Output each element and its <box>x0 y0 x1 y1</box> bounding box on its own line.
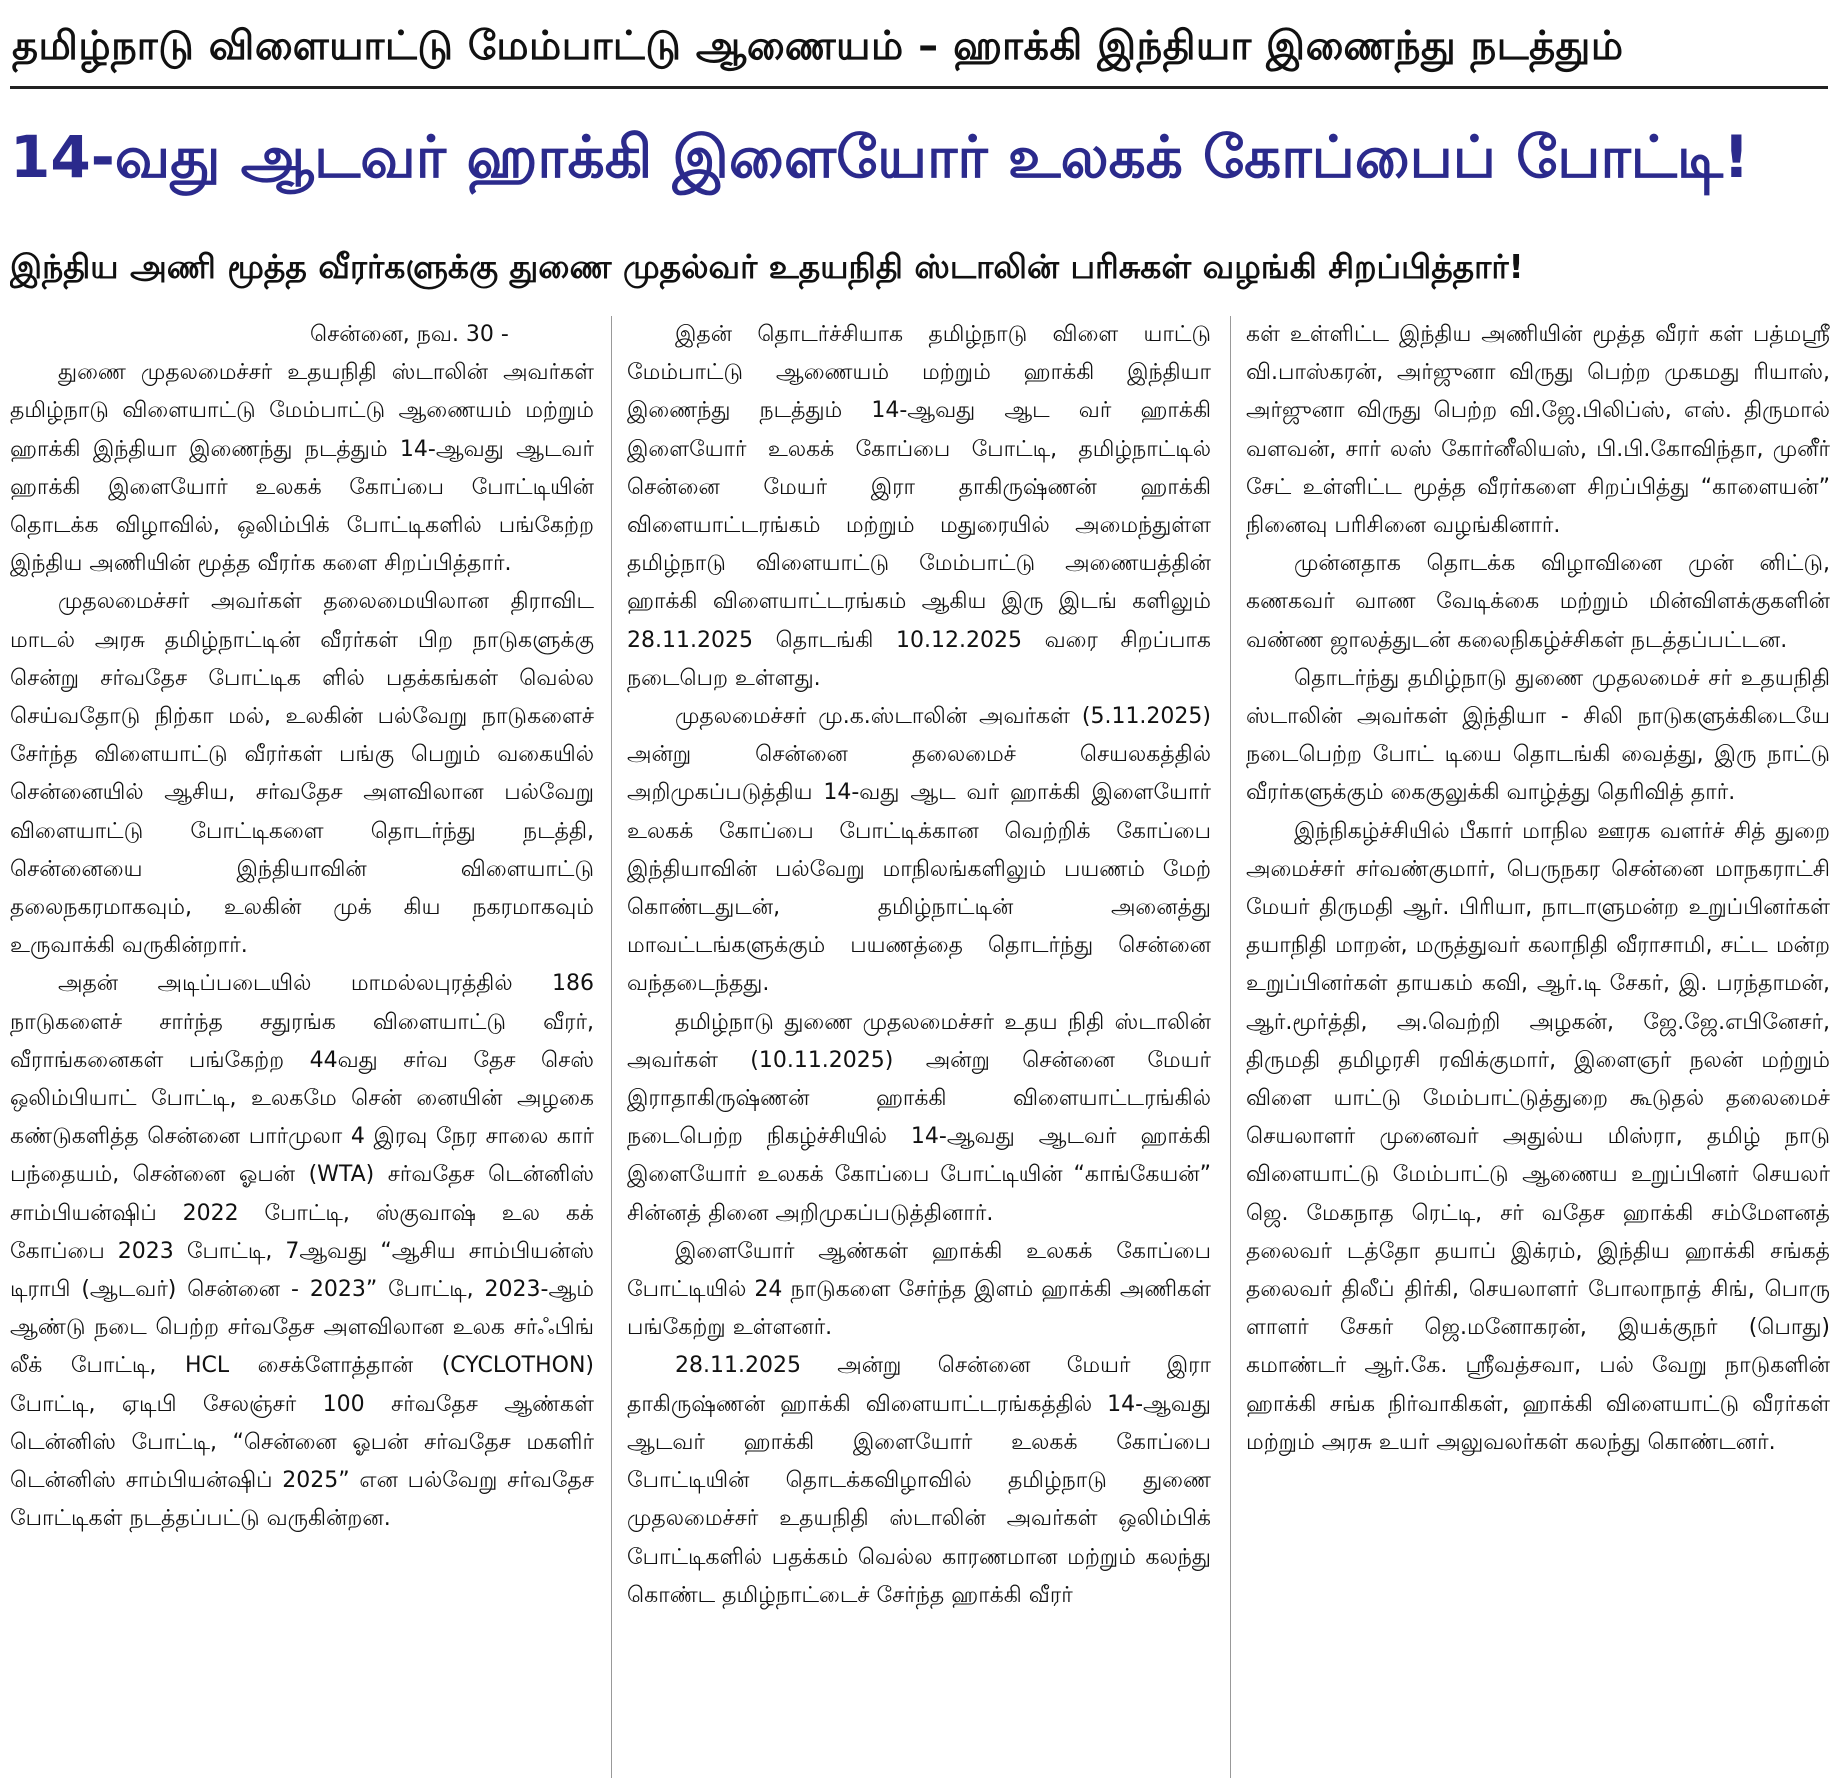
column-2 <box>627 316 1211 1778</box>
paragraph: தொடர்ந்து தமிழ்நாடு துணை முதலமைச் சர் உதயநிதி ஸ்டாலின் அவர்கள் இந்தியா - சிலி நாடுகளுக்கிடையே நடைபெற்ற போட் டியை தொடங்கி வைத்து, இரு நாட்டு வீரர்களுக்கும் கைகுலுக்கி வாழ்த்து தெரிவித் தார். <box>1246 665 1830 806</box>
column-divider <box>1230 316 1231 1778</box>
column-divider <box>611 316 612 1778</box>
paragraph: இந்நிகழ்ச்சியில் பீகார் மாநில ஊரக வளர்ச் சித் துறை அமைச்சர் சர்வண்குமார், பெருநகர சென்னை மாநகராட்சி மேயர் திருமதி ஆர். பிரியா, நாடாளுமன்ற உறுப்பினர்கள் தயாநிதி மாறன், மருத்துவர் கலாநிதி வீராசாமி, சட்ட மன்ற உறுப்பினர்கள் தாயகம் கவி, ஆர்.டி சேகர், இ. பரந்தாமன், ஆர்.மூர்த்தி, அ.வெற்றி அழகன், ஜே.ஜே.எபினேசர், திருமதி தமிழரசி ரவிக்குமார், இளைஞர் நலன் மற்றும் விளை யாட்டு மேம்பாட்டுத்துறை கூடுதல் தலைமைச் செயலாளர் முனைவர் அதுல்ய மிஸ்ரா, தமிழ் நாடு விளையாட்டு மேம்பாட்டு ஆணைய உறுப்பினர் செயலர் ஜெ. மேகநாத ரெட்டி, சர் வதேச ஹாக்கி சம்மேளனத் தலைவர் டத்தோ தயாப் இக்ரம், இந்திய ஹாக்கி சங்கத் தலைவர் திலீப் திர்கி, செயலாளர் போலாநாத் சிங், பொரு ளாளர் சேகர் ஜெ.மனோகரன், இயக்குநர் (பொது) கமாண்டர் ஆர்.கே. ஸ்ரீவத்சவா, பல் வேறு நாடுகளின் ஹாக்கி சங்க நிர்வாகிகள், ஹாக்கி விளையாட்டு வீரர்கள் மற்றும் அரசு உயர் அலுவலர்கள் கலந்து கொண்டனர். <box>1246 818 1830 1455</box>
headline: 14-வது ஆடவர் ஹாக்கி இளையோர் உலகக் கோப்பைப் போட்டி! <box>10 123 1750 191</box>
paragraph: துணை முதலமைச்சர் உதயநிதி ஸ்டாலின் அவர்கள் தமிழ்நாடு விளையாட்டு மேம்பாட்டு ஆணையம் மற்றும் ஹாக்கி இந்தியா இணைந்து நடத்தும் 14-ஆவது ஆடவர் ஹாக்கி இளையோர் உலகக் கோப்பை போட்டியின் தொடக்க விழாவில், ஒலிம்பிக் போட்டிகளில் பங்கேற்ற இந்திய அணியின் மூத்த வீரர்க களை சிறப்பித்தார். <box>10 360 594 577</box>
kicker-line: தமிழ்நாடு விளையாட்டு மேம்பாட்டு ஆணையம் – ஹாக்கி இந்தியா இணைந்து நடத்தும் <box>12 23 1624 69</box>
paragraph: 28.11.2025 அன்று சென்னை மேயர் இரா தாகிருஷ்ணன் ஹாக்கி விளையாட்டரங்கத்தில் 14-ஆவது ஆடவர் ஹாக்கி இளையோர் உலகக் கோப்பை போட்டியின் தொடக்கவிழாவில் தமிழ்நாடு துணை முதலமைச்சர் உதயநிதி ஸ்டாலின் அவர்கள் ஒலிம்பிக் போட்டிகளில் பதக்கம் வெல்ல காரணமான மற்றும் கலந்து கொண்ட தமிழ்நாட்டைச் சேர்ந்த ஹாக்கி வீரர் <box>627 1353 1211 1608</box>
paragraph: இதன் தொடர்ச்சியாக தமிழ்நாடு விளை யாட்டு மேம்பாட்டு ஆணையம் மற்றும் ஹாக்கி இந்தியா இணைந்து நடத்தும் 14-ஆவது ஆட வர் ஹாக்கி இளையோர் உலகக் கோப்பை போட்டி, தமிழ்நாட்டில் சென்னை மேயர் இரா தாகிருஷ்ணன் ஹாக்கி விளையாட்டரங்கம் மற்றும் மதுரையில் அமைந்துள்ள தமிழ்நாடு விளையாட்டு மேம்பாட்டு அணையத்தின் ஹாக்கி விளையாட்டரங்கம் ஆகிய இரு இடங் களிலும் 28.11.2025 தொடங்கி 10.12.2025 வரை சிறப்பாக நடைபெற உள்ளது. <box>627 322 1211 691</box>
header-rule <box>10 86 1828 89</box>
paragraph: அதன் அடிப்படையில் மாமல்லபுரத்தில் 186 நாடுகளைச் சார்ந்த சதுரங்க விளையாட்டு வீரர், வீராங்கனைகள் பங்கேற்ற 44வது சர்வ தேச செஸ் ஒலிம்பியாட் போட்டி, உலகமே சென் னையின் அழகை கண்டுகளித்த சென்னை பார்முலா 4 இரவு நேர சாலை கார் பந்தையம், சென்னை ஓபன் (WTA) சர்வதேச டென்னிஸ் சாம்பியன்ஷிப் 2022 போட்டி, ஸ்குவாஷ் உல கக் கோப்பை 2023 போட்டி, 7ஆவது “ஆசிய சாம்பியன்ஸ் டிராபி (ஆடவர்) சென்னை - 2023” போட்டி, 2023-ஆம் ஆண்டு நடை பெற்ற சர்வதேச அளவிலான உலக சர்ஃபிங் லீக் போட்டி, HCL சைக்ளோத்தான் (CYCLOTHON) போட்டி, ஏடிபி சேலஞ்சர் 100 சர்வதேச ஆண்கள் டென்னிஸ் போட்டி, “சென்னை ஓபன் சர்வதேச மகளிர் டென்னிஸ் சாம்பியன்ஷிப் 2025” என பல்வேறு சர்வதேச போட்டிகள் நடத்தப்பட்டு வருகின்றன. <box>10 971 594 1532</box>
column-1 <box>10 316 594 1778</box>
article-body <box>10 316 1828 1778</box>
column-3 <box>1246 316 1830 1778</box>
paragraph: இளையோர் ஆண்கள் ஹாக்கி உலகக் கோப்பை போட்டியில் 24 நாடுகளை சேர்ந்த இளம் ஹாக்கி அணிகள் பங்கேற்று உள்ளனர். <box>627 1238 1211 1341</box>
paragraph: தமிழ்நாடு துணை முதலமைச்சர் உதய நிதி ஸ்டாலின் அவர்கள் (10.11.2025) அன்று சென்னை மேயர் இராதாகிருஷ்ணன் ஹாக்கி விளையாட்டரங்கில் நடைபெற்ற நிகழ்ச்சியில் 14-ஆவது ஆடவர் ஹாக்கி இளையோர் உலகக் கோப்பை போட்டியின் “காங்கேயன்” சின்னத் தினை அறிமுகப்படுத்தினார். <box>627 1009 1211 1226</box>
paragraph: முதலமைச்சர் அவர்கள் தலைமையிலான திராவிட மாடல் அரசு தமிழ்நாட்டின் வீரர்கள் பிற நாடுகளுக்கு சென்று சர்வதேச போட்டிக ளில் பதக்கங்கள் வெல்ல செய்வதோடு நிற்கா மல், உலகின் பல்வேறு நாடுகளைச் சேர்ந்த விளையாட்டு வீரர்கள் பங்கு பெறும் வகையில் சென்னையில் ஆசிய, சர்வதேச அளவிலான பல்வேறு விளையாட்டு போட்டிகளை தொடர்ந்து நடத்தி, சென்னையை இந்தியாவின் விளையாட்டு தலைநகரமாகவும், உலகின் முக் கிய நகரமாகவும் உருவாக்கி வருகின்றார். <box>10 589 594 959</box>
dateline: சென்னை, நவ. 30 - <box>310 322 509 347</box>
paragraph: முதலமைச்சர் மு.க.ஸ்டாலின் அவர்கள் (5.11.2025) அன்று சென்னை தலைமைச் செயலகத்தில் அறிமுகப்படுத்திய 14-வது ஆட வர் ஹாக்கி இளையோர் உலகக் கோப்பை போட்டிக்கான வெற்றிக் கோப்பை இந்தியாவின் பல்வேறு மாநிலங்களிலும் பயணம் மேற் கொண்டதுடன், தமிழ்நாட்டின் அனைத்து மாவட்டங்களுக்கும் பயணத்தை தொடர்ந்து சென்னை வந்தடைந்தது. <box>627 704 1211 997</box>
subheadline: இந்திய அணி மூத்த வீரர்களுக்கு துணை முதல்வர் உதயநிதி ஸ்டாலின் பரிசுகள் வழங்கி சிறப்பித்தார்! <box>10 247 1524 286</box>
paragraph-continued: கள் உள்ளிட்ட இந்திய அணியின் மூத்த வீரர் கள் பத்மஸ்ரீ வி.பாஸ்கரன், அர்ஜுனா விருது பெற்ற முகமது ரியாஸ், அர்ஜுனா விருது பெற்ற வி.ஜே.பிலிப்ஸ், எஸ். திருமால் வளவன், சார் லஸ் கோர்னீலியஸ், பி.பி.கோவிந்தா, முனீர் சேட் உள்ளிட்ட மூத்த வீரர்களை சிறப்பித்து “காளையன்” நினைவு பரிசினை வழங்கினார். <box>1246 322 1830 539</box>
paragraph: முன்னதாக தொடக்க விழாவினை முன் னிட்டு, கணகவர் வாண வேடிக்கை மற்றும் மின்விளக்குகளின் வண்ண ஜாலத்துடன் கலைநிகழ்ச்சிகள் நடத்தப்பட்டன. <box>1246 551 1830 653</box>
